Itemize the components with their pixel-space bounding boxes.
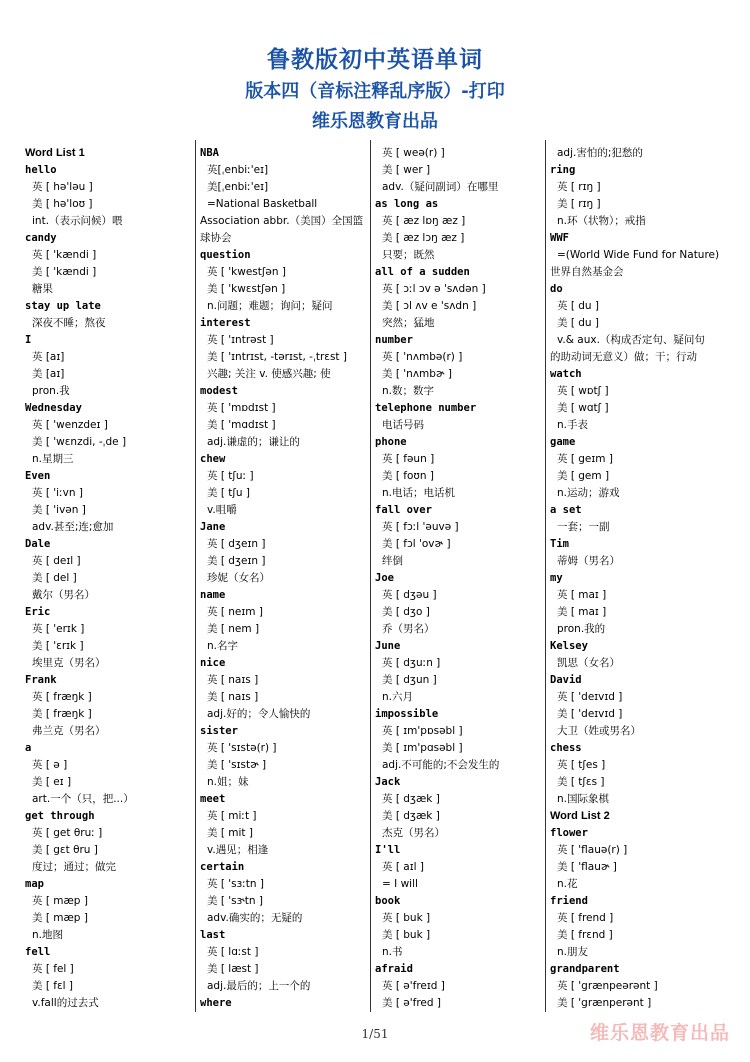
- definition-continued: 世界自然基金会: [550, 266, 624, 278]
- headword: candy: [25, 232, 57, 244]
- phonetic: 美 [ del ]: [32, 572, 77, 584]
- phonetic: 美 [ wɑtʃ ]: [557, 402, 609, 414]
- definition: 凯思（女名）: [557, 657, 620, 669]
- phonetic: 美 [ dʒo ]: [382, 606, 430, 618]
- headword: name: [200, 589, 226, 601]
- phonetic: 美 [ mæp ]: [32, 912, 88, 924]
- definition: int.（表示问候）喂: [32, 215, 123, 227]
- headword: Tim: [550, 538, 569, 550]
- definition: pron.我: [32, 385, 70, 397]
- phonetic: 美 [ fɛl ]: [32, 980, 73, 992]
- column-divider: [195, 140, 196, 1012]
- page-title: 鲁教版初中英语单词: [267, 47, 483, 73]
- definition: adj.好的；令人愉快的: [207, 708, 311, 720]
- headword: impossible: [375, 708, 439, 720]
- definition: adj.谦虚的；谦让的: [207, 436, 300, 448]
- phonetic: 英 [ tʃes ]: [557, 759, 606, 771]
- headword: a: [25, 742, 32, 754]
- phonetic: 美 [ hə'loʊ ]: [32, 198, 93, 210]
- phonetic: 英 [ ə ]: [32, 759, 68, 771]
- headword: number: [375, 334, 413, 346]
- definition: adj.害怕的;犯愁的: [557, 147, 643, 159]
- headword: watch: [550, 368, 582, 380]
- phonetic: 美 [ æz lɔŋ æz ]: [382, 232, 465, 244]
- headword: flower: [550, 827, 588, 839]
- phonetic: 英 [ 'deɪvɪd ]: [557, 691, 623, 703]
- headword: Even: [25, 470, 51, 482]
- phonetic: 英 [ hə'ləu ]: [32, 181, 93, 193]
- headword: grandparent: [550, 963, 620, 975]
- headword: my: [550, 572, 563, 584]
- column-divider: [545, 140, 546, 1012]
- phonetic: 英 [ fræŋk ]: [32, 691, 92, 703]
- headword: June: [375, 640, 401, 652]
- definition: n.运动；游戏: [557, 487, 620, 499]
- phonetic: 英 [ geɪm ]: [557, 453, 613, 465]
- headword: Eric: [25, 606, 51, 618]
- definition: n.花: [557, 878, 578, 890]
- headword: I: [25, 334, 32, 346]
- definition: 珍妮（女名）: [207, 572, 270, 584]
- phonetic: 美 [ 'sɝtn ]: [207, 895, 263, 907]
- phonetic: 英 [aɪ]: [32, 351, 65, 363]
- word-column-2: [200, 145, 370, 1012]
- phonetic: 美 [ foʊn ]: [382, 470, 434, 482]
- phonetic: 美 [ 'kændi ]: [32, 266, 97, 278]
- definition: n.手表: [557, 419, 588, 431]
- phonetic: 美 [ dʒeɪn ]: [207, 555, 266, 567]
- phonetic: 英 [ weə(r) ]: [382, 147, 445, 159]
- headword: nice: [200, 657, 226, 669]
- headword: fell: [25, 946, 51, 958]
- phonetic: 美 [ tʃɛs ]: [557, 776, 605, 788]
- phonetic: 英 [ dʒæk ]: [382, 793, 440, 805]
- phonetic: 英 [ fel ]: [32, 963, 74, 975]
- definition: 一套；一副: [557, 521, 610, 533]
- definition: =National Basketball: [207, 198, 318, 210]
- phonetic: 英 [ tʃuː ]: [207, 470, 254, 482]
- phonetic: 英 [ lɑːst ]: [207, 946, 259, 958]
- definition: n.电话；电话机: [382, 487, 455, 499]
- headword: do: [550, 283, 563, 295]
- word-list-heading: Word List 1: [25, 147, 85, 159]
- phonetic: 美 [ frɛnd ]: [557, 929, 613, 941]
- definition: n.问题；难题；询问；疑问: [207, 300, 333, 312]
- phonetic: 英 [ deɪl ]: [32, 555, 81, 567]
- publisher-line: 维乐恩教育出品: [312, 111, 438, 132]
- phonetic: 英 [ maɪ ]: [557, 589, 607, 601]
- phonetic: 美 [ 'grænperənt ]: [557, 997, 652, 1009]
- phonetic: 美 [ wer ]: [382, 164, 431, 176]
- phonetic: 美 [ 'ivən ]: [32, 504, 86, 516]
- definition: n.姐；妹: [207, 776, 249, 788]
- page-subtitle: 版本四（音标注释乱序版）-打印: [245, 81, 505, 102]
- headword: as long as: [375, 198, 439, 210]
- headword: friend: [550, 895, 588, 907]
- headword: modest: [200, 385, 238, 397]
- headword: question: [200, 249, 251, 261]
- phonetic: 美 [ eɪ ]: [32, 776, 72, 788]
- phonetic: 美 [ du ]: [557, 317, 600, 329]
- headword: all of a sudden: [375, 266, 470, 278]
- phonetic: 美 [ rɪŋ ]: [557, 198, 601, 210]
- definition: 乔（男名）: [382, 623, 435, 635]
- definition: 突然；猛地: [382, 317, 435, 329]
- phonetic: 英 [ du ]: [557, 300, 600, 312]
- phonetic: 英 [ aɪl ]: [382, 861, 424, 873]
- definition: n.朋友: [557, 946, 588, 958]
- definition: 只要；既然: [382, 249, 435, 261]
- phonetic: 美 [ ɔl ʌv e 'sʌdn ]: [382, 300, 477, 312]
- headword: Frank: [25, 674, 57, 686]
- phonetic: 英 [ naɪs ]: [207, 674, 259, 686]
- definition: n.环（状物）；戒指: [557, 215, 646, 227]
- definition: 戴尔（男名）: [32, 589, 95, 601]
- definition-continued: Association abbr.（美国）全国篮: [200, 215, 364, 227]
- phonetic: 美 [ fræŋk ]: [32, 708, 92, 720]
- definition: 度过；通过；做完: [32, 861, 116, 873]
- headword: David: [550, 674, 582, 686]
- definition: v.& aux.（构成否定句、疑问句: [557, 334, 705, 346]
- definition: v.遇见；相逢: [207, 844, 269, 856]
- phonetic: 英 [ dʒeɪn ]: [207, 538, 266, 550]
- phonetic: 美 [ ɪm'pɑsəbl ]: [382, 742, 463, 754]
- headword: game: [550, 436, 576, 448]
- headword: interest: [200, 317, 251, 329]
- phonetic: 美 [aɪ]: [32, 368, 65, 380]
- definition: adv.（疑问副词）在哪里: [382, 181, 499, 193]
- phonetic: 英 [ neɪm ]: [207, 606, 263, 618]
- phonetic: 英 [ 'nʌmbə(r) ]: [382, 351, 463, 363]
- phonetic: 英 [ 'sɜːtn ]: [207, 878, 264, 890]
- headword: Jack: [375, 776, 401, 788]
- headword: certain: [200, 861, 245, 873]
- phonetic: 英 [ get θruː ]: [32, 827, 103, 839]
- headword: fall over: [375, 504, 432, 516]
- headword: chew: [200, 453, 226, 465]
- definition: = I will: [382, 878, 418, 890]
- definition: n.六月: [382, 691, 413, 703]
- headword: Wednesday: [25, 402, 82, 414]
- phonetic: 美 [ 'ɪntrɪst, -tərɪst, -ˌtrɛst ]: [207, 351, 347, 363]
- page-number: 1/51: [361, 1027, 389, 1041]
- definition: 弗兰克（男名）: [32, 725, 106, 737]
- definition: n.国际象棋: [557, 793, 609, 805]
- phonetic: 美 [ dʒun ]: [382, 674, 437, 686]
- headword: get through: [25, 810, 95, 822]
- phonetic: 英 [ rɪŋ ]: [557, 181, 601, 193]
- phonetic: 英 [ ɪm'pɒsəbl ]: [382, 725, 463, 737]
- definition: n.地图: [32, 929, 63, 941]
- definition: n.星期三: [32, 453, 74, 465]
- definition: =(World Wide Fund for Nature): [557, 249, 720, 261]
- phonetic: 美 [ mit ]: [207, 827, 253, 839]
- phonetic: 英 [ dʒuːn ]: [382, 657, 441, 669]
- definition: v.咀嚼: [207, 504, 237, 516]
- definition: adv.确实的；无疑的: [207, 912, 303, 924]
- definition: 糖果: [32, 283, 53, 295]
- phonetic: 美 [ 'flauɚ ]: [557, 861, 617, 873]
- phonetic: 美 [ buk ]: [382, 929, 431, 941]
- phonetic: 英 [ 'iːvn ]: [32, 487, 83, 499]
- column-divider: [370, 140, 371, 1012]
- headword: a set: [550, 504, 582, 516]
- phonetic: 英 [ 'kændi ]: [32, 249, 97, 261]
- definition-continued: 的助动词无意义）做；干；行动: [550, 351, 697, 363]
- phonetic: 美 [ maɪ ]: [557, 606, 607, 618]
- phonetic: 美 [ 'kwɛstʃən ]: [207, 283, 286, 295]
- phonetic: 英 [ 'grænpeərənt ]: [557, 980, 658, 992]
- headword: book: [375, 895, 401, 907]
- headword: afraid: [375, 963, 413, 975]
- definition-continued: 球协会: [200, 232, 232, 244]
- phonetic: 英 [ 'sɪstə(r) ]: [207, 742, 277, 754]
- phonetic: 美 [ 'deɪvɪd ]: [557, 708, 623, 720]
- headword: telephone number: [375, 402, 477, 414]
- definition: 埃里克（男名）: [32, 657, 106, 669]
- phonetic: 美 [ 'sɪstɚ ]: [207, 759, 267, 771]
- phonetic: 美 [ tʃu ]: [207, 487, 251, 499]
- watermark: 维乐恩教育出品: [590, 1022, 731, 1044]
- word-column-1: [25, 145, 195, 1012]
- phonetic: 美 [ nem ]: [207, 623, 260, 635]
- phonetic: 英 [ 'kwestʃən ]: [207, 266, 286, 278]
- headword: stay up late: [25, 300, 101, 312]
- definition: adj.最后的；上一个的: [207, 980, 311, 992]
- phonetic: 美 [ gɛt θru ]: [32, 844, 98, 856]
- headword: ring: [550, 164, 576, 176]
- headword: last: [200, 929, 226, 941]
- headword: sister: [200, 725, 238, 737]
- phonetic: 英 [ miːt ]: [207, 810, 257, 822]
- title-block: [0, 44, 750, 136]
- phonetic: 英 [ fɔːl 'əuvə ]: [382, 521, 459, 533]
- definition: pron.我的: [557, 623, 606, 635]
- definition: v.fall的过去式: [32, 997, 99, 1009]
- phonetic: 美 [ naɪs ]: [207, 691, 259, 703]
- definition: 兴趣; 关注 v. 使感兴趣; 使: [207, 368, 331, 380]
- phonetic: 英 [ 'ɪntrəst ]: [207, 334, 274, 346]
- phonetic: 英 [ ə'freɪd ]: [382, 980, 445, 992]
- phonetic: 美 [ 'nʌmbɚ ]: [382, 368, 452, 380]
- phonetic: 美 [ gem ]: [557, 470, 610, 482]
- headword: I'll: [375, 844, 401, 856]
- word-column-3: [375, 145, 545, 1012]
- headword: Kelsey: [550, 640, 588, 652]
- phonetic: 美[ˌenbiː'eɪ]: [207, 181, 269, 193]
- phonetic: 美 [ læst ]: [207, 963, 259, 975]
- phonetic: 英 [ mæp ]: [32, 895, 88, 907]
- definition: 绊倒: [382, 555, 403, 567]
- headword: Joe: [375, 572, 394, 584]
- definition: art.一个（只，把...）: [32, 793, 134, 805]
- headword: map: [25, 878, 44, 890]
- word-column-4: [550, 145, 720, 1012]
- phonetic: 英 [ 'erɪk ]: [32, 623, 85, 635]
- word-list-heading: Word List 2: [550, 810, 610, 822]
- phonetic: 英 [ 'wenzdeɪ ]: [32, 419, 108, 431]
- phonetic: 美 [ 'mɑdɪst ]: [207, 419, 276, 431]
- phonetic: 美 [ fɔl 'ovɚ ]: [382, 538, 451, 550]
- phonetic: 美 [ ə'fred ]: [382, 997, 441, 1009]
- phonetic: 英 [ 'flauə(r) ]: [557, 844, 628, 856]
- definition: 蒂姆（男名）: [557, 555, 620, 567]
- headword: where: [200, 997, 232, 1009]
- phonetic: 英 [ frend ]: [557, 912, 614, 924]
- phonetic: 英 [ wɒtʃ ]: [557, 385, 609, 397]
- headword: chess: [550, 742, 582, 754]
- headword: Dale: [25, 538, 51, 550]
- phonetic: 英 [ ɔːl ɔv ə 'sʌdən ]: [382, 283, 486, 295]
- definition: n.书: [382, 946, 403, 958]
- headword: phone: [375, 436, 407, 448]
- definition: 大卫（姓或男名）: [557, 725, 641, 737]
- phonetic: 美 [ 'ɛrɪk ]: [32, 640, 84, 652]
- phonetic: 英[ˌenbiː'eɪ]: [207, 164, 269, 176]
- phonetic: 美 [ dʒæk ]: [382, 810, 440, 822]
- phonetic: 英 [ buk ]: [382, 912, 431, 924]
- definition: adv.甚至;连;愈加: [32, 521, 114, 533]
- headword: hello: [25, 164, 57, 176]
- headword: meet: [200, 793, 226, 805]
- phonetic: 英 [ fəun ]: [382, 453, 435, 465]
- phonetic: 美 [ 'wɛnzdi, -ˌde ]: [32, 436, 127, 448]
- definition: n.数；数字: [382, 385, 434, 397]
- phonetic: 英 [ 'mɒdɪst ]: [207, 402, 276, 414]
- headword: NBA: [200, 147, 219, 159]
- definition: 电话号码: [382, 419, 424, 431]
- headword: WWF: [550, 232, 569, 244]
- headword: Jane: [200, 521, 226, 533]
- definition: 深夜不睡；熬夜: [32, 317, 106, 329]
- definition: 杰克（男名）: [382, 827, 445, 839]
- definition: adj.不可能的;不会发生的: [382, 759, 500, 771]
- definition: n.名字: [207, 640, 238, 652]
- phonetic: 英 [ æz lɒŋ æz ]: [382, 215, 466, 227]
- phonetic: 英 [ dʒəu ]: [382, 589, 437, 601]
